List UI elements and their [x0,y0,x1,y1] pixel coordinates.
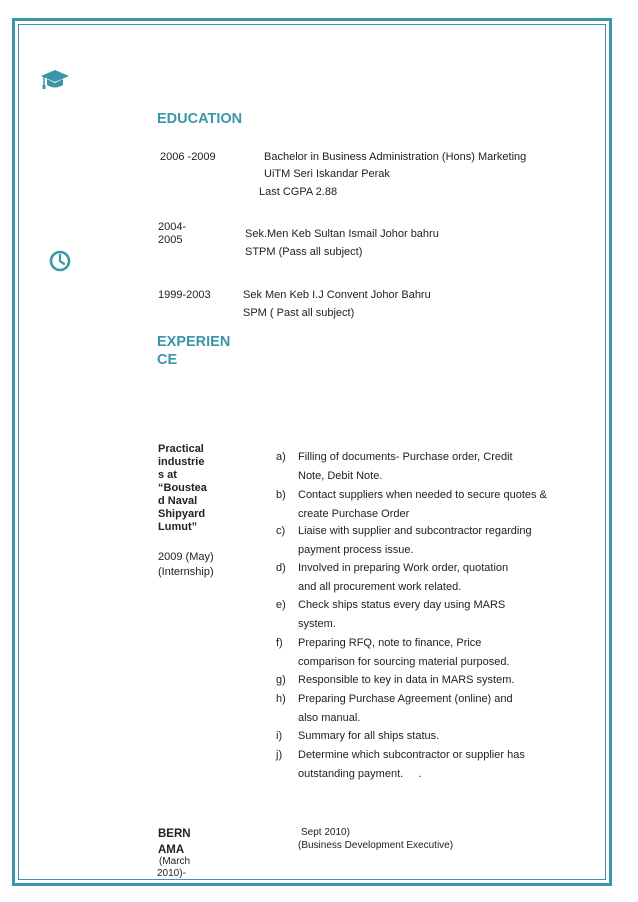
job1-title-line: s at [158,469,177,481]
job2-date-line: 2010)- [157,868,186,879]
education-years-2b: 2005 [158,234,183,246]
job1-title [158,443,207,534]
job1-note: (Internship) [158,566,214,578]
job1-title-line: Lumut” [158,521,198,533]
job2-title-line: AMA [158,844,185,856]
graduation-cap-icon [40,68,70,90]
job1-title-line: d Naval [158,495,198,507]
education-institution-1: UiTM Seri Iskandar Perak [264,168,390,180]
education-result-3: SPM ( Past all subject) [243,307,355,319]
education-years-3: 1999-2003 [158,289,211,301]
education-years-1: 2006 -2009 [160,151,216,163]
job1-title-line: Shipyard [158,508,206,520]
experience-heading-line2: CE [157,352,178,368]
job2-title-line: BERN [158,828,191,840]
education-result-2: STPM (Pass all subject) [245,246,363,258]
job1-title-line: Practical [158,443,204,455]
job2-title [158,826,191,858]
experience-heading-line1: EXPERIEN [157,334,231,350]
education-institution-3: Sek Men Keb I.J Convent Johor Bahru [243,289,431,301]
job2-date [157,856,190,880]
education-institution-2: Sek.Men Keb Sultan Ismail Johor bahru [245,228,439,240]
clock-icon [49,250,71,272]
job2-period: Sept 2010) [301,827,350,838]
job1-date: 2009 (May) [158,551,214,563]
job1-title-line: industrie [158,456,205,468]
education-years-2a: 2004- [158,221,187,233]
job1-title-line: “Boustea [158,482,207,494]
education-cgpa: Last CGPA 2.88 [259,186,338,198]
job2-date-line: (March [159,856,191,867]
education-degree: Bachelor in Business Administration (Hons) Marketing [264,151,527,163]
job2-role: (Business Development Executive) [298,840,454,851]
education-heading: EDUCATION [157,111,243,127]
